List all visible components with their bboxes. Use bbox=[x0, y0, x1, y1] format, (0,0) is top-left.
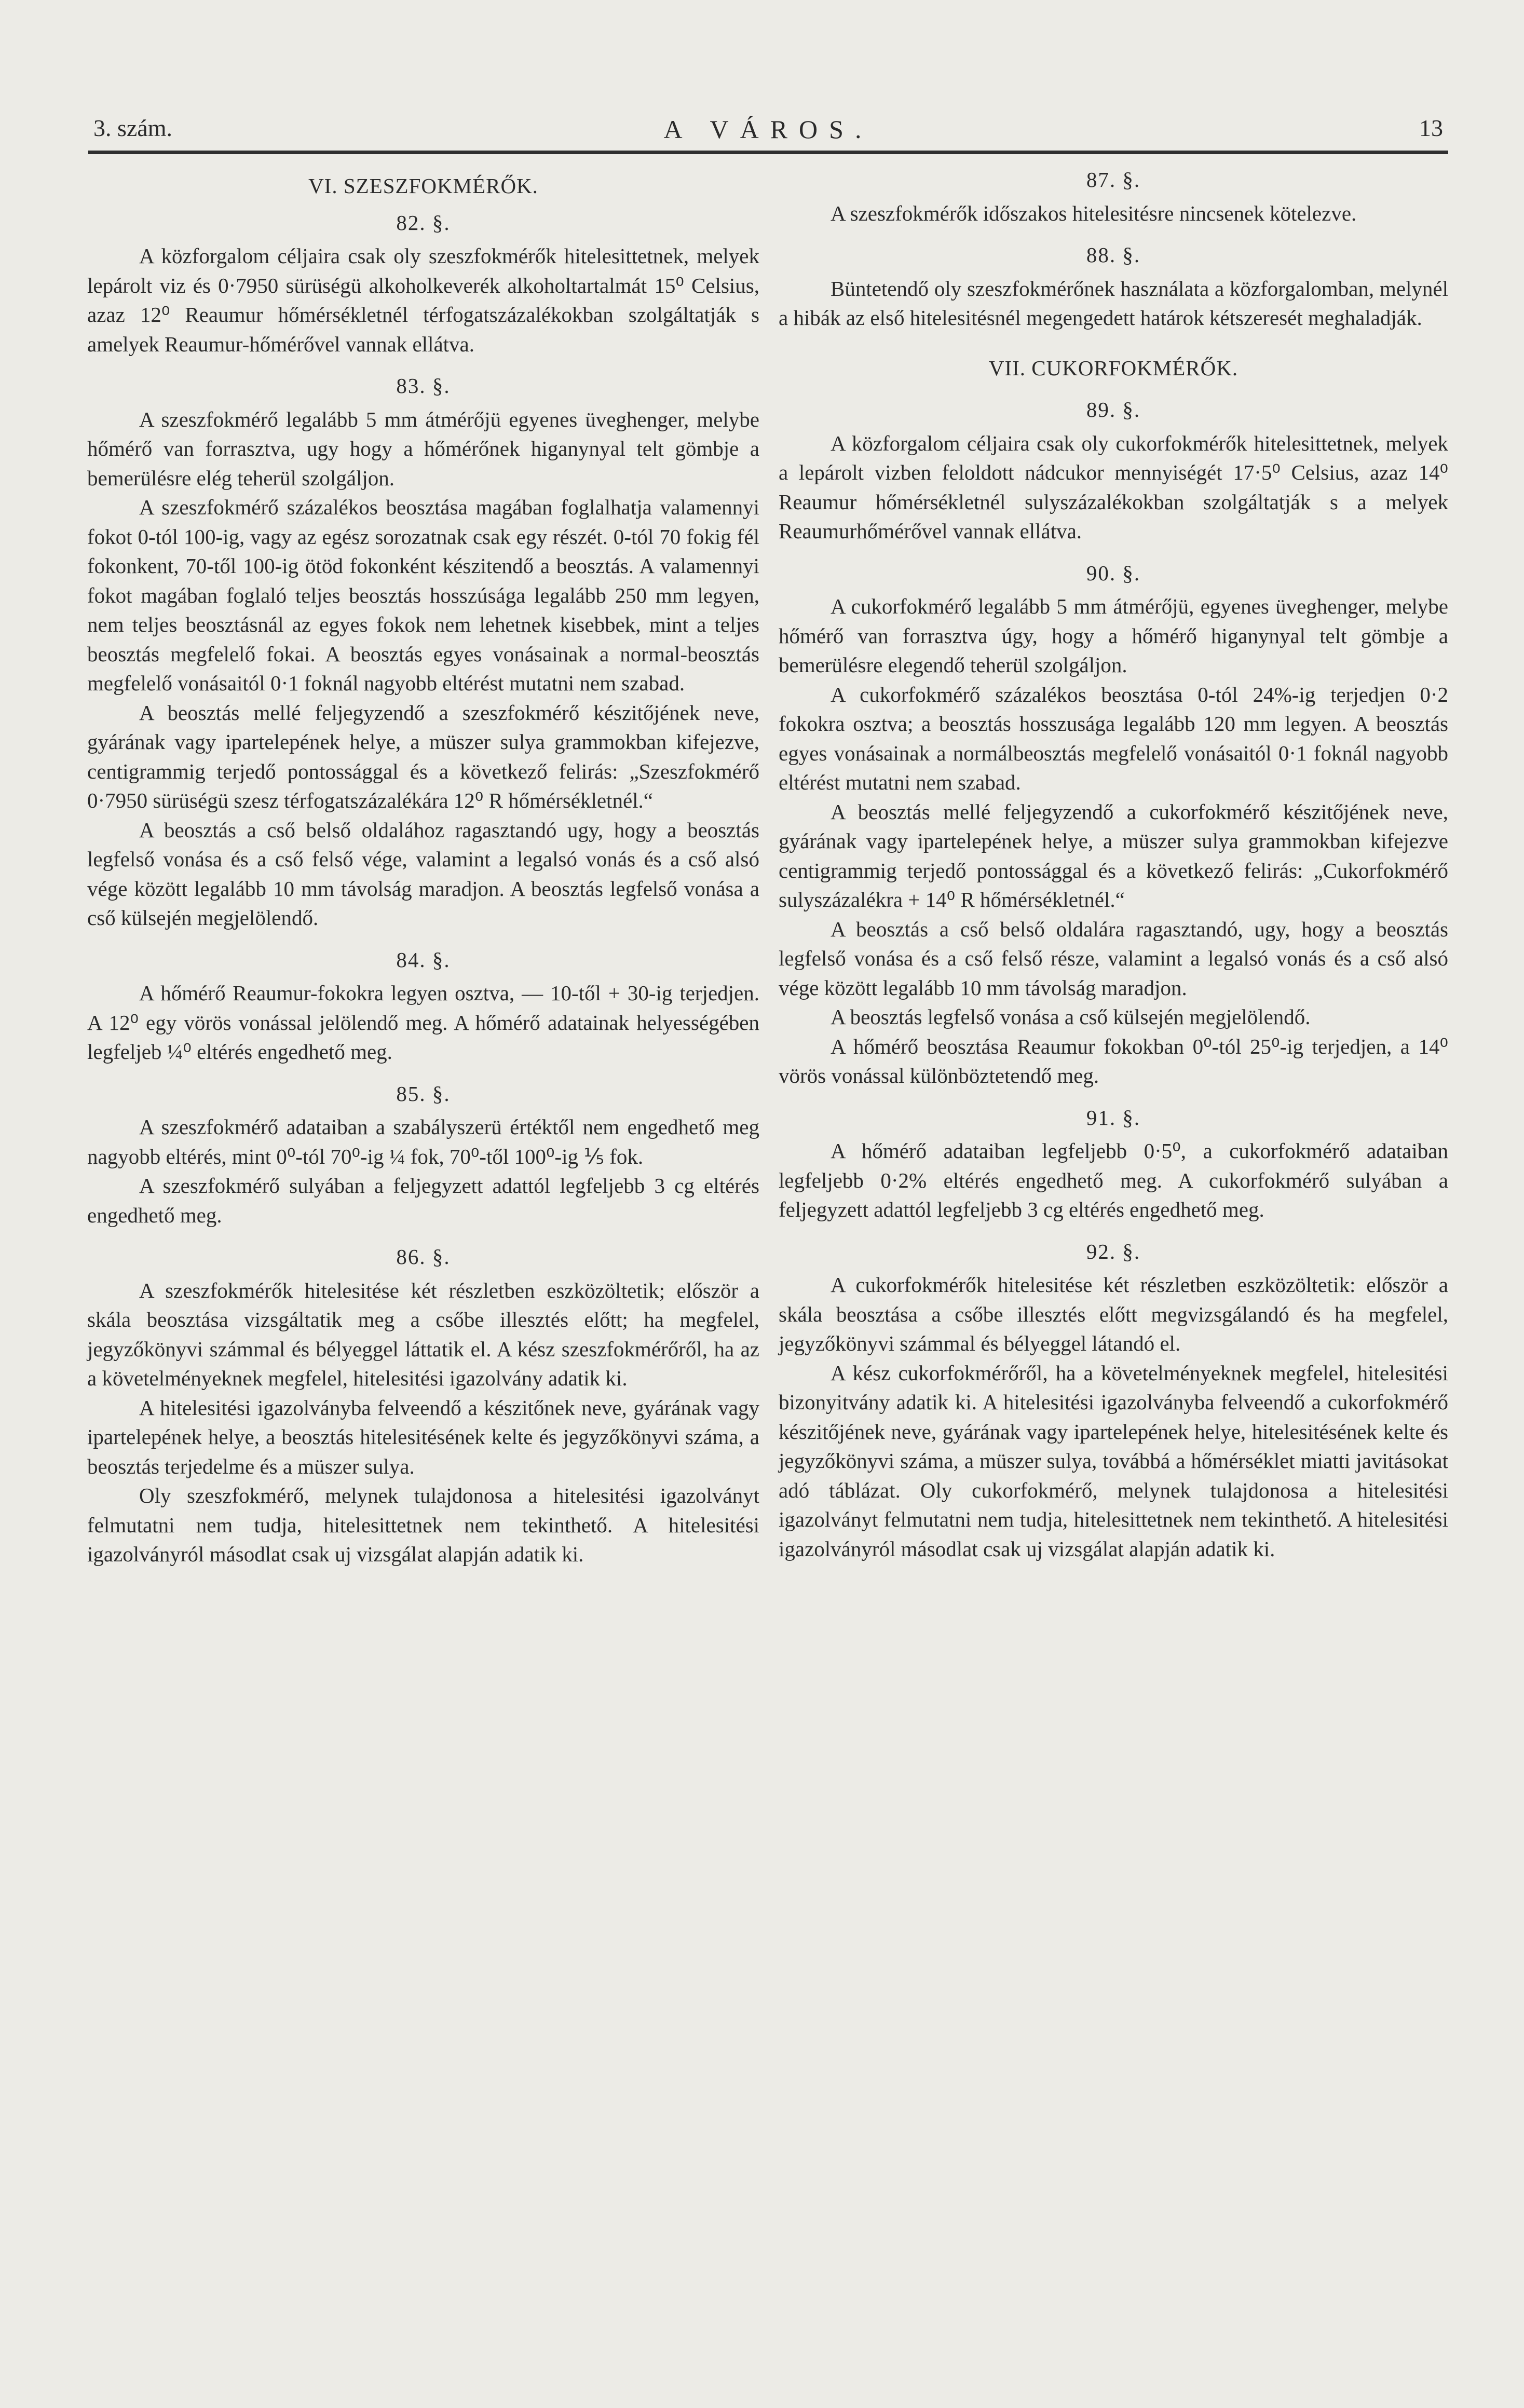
paragraph-87-text: A szeszfokmérők időszakos hitelesitésre nincsenek kötelezve. bbox=[831, 201, 1357, 225]
left-column bbox=[87, 161, 759, 1569]
paragraph-90-text-5: A beosztás legfelső vonása a cső külsején megjelölendő. bbox=[831, 1005, 1311, 1029]
paragraph-86-text-1: A szeszfokmérők hitelesitése két részletben eszközöltetik; először a skála beosztása vizsgáltatik meg a csőbe illesztés előtt; ha megfelel, jegyzőkönyvi számmal és bélyeggel láttatik el. A kész szeszfokmérőről, ha az a követelményeknek megfelel, hitelesitési igazolvány adatik ki. bbox=[87, 1278, 759, 1390]
paragraph-heading-82: 82. §. bbox=[396, 210, 451, 235]
right-column bbox=[779, 161, 1448, 1563]
paragraph-86-text-3: Oly szeszfokmérő, melynek tulajdonosa a hitelesitési igazolványt felmutatni nem tudja, hitelesittetnek nem tekinthető. A hitelesitési igazolványról másodlat csak uj vizsgálat alapján adatik ki. bbox=[87, 1484, 759, 1566]
section-title-cukorfokmerok: VII. CUKORFOKMÉRŐK. bbox=[988, 356, 1239, 380]
section-title-szeszfokmerok: VI. SZESZFOKMÉRŐK. bbox=[308, 174, 538, 198]
paragraph-82-text: A közforgalom céljaira csak oly szeszfokmérők hitelesittetnek, melyek lepárolt viz és 0·7950 sürüségü alkoholkeverék alkoholtartalmát 15⁰ Celsius, azaz 12⁰ Reaumur hőmérsékletnél térfogatszázalékokban szolgáltatják s amelyek Reaumur-hőmérővel vannak ellátva. bbox=[87, 244, 759, 356]
paragraph-85-text-2: A szeszfokmérő sulyában a feljegyzett adattól legfeljebb 3 cg eltérés engedhető meg. bbox=[87, 1174, 759, 1227]
paragraph-heading-87: 87. §. bbox=[1086, 168, 1141, 192]
paragraph-83-text-1: A szeszfokmérő legalább 5 mm átmérőjü egyenes üveghenger, melybe hőmérő van forrasztva, ugy hogy a hőmérőnek higanynyal telt gömbje a bemerülésre elég teherül szolgáljon. bbox=[87, 407, 759, 490]
paragraph-90-text-3: A beosztás mellé feljegyzendő a cukorfokmérő készitőjének neve, gyárának vagy ipartelepének helye, a müszer sulya grammokban kifejezve centigrammig terjedő pontossággal és a következő felirás: „Cukorfokmérő sulyszázalékra + 14⁰ R hőmérsékletnél.“ bbox=[779, 799, 1448, 911]
publication-title: A VÁROS. bbox=[663, 115, 873, 144]
paragraph-84-text: A hőmérő Reaumur-fokokra legyen osztva, — 10-től + 30-ig terjedjen. A 12⁰ egy vörös vonással jelölendő meg. A hőmérő adatainak helyességében legfeljeb ¼⁰ eltérés engedhető meg. bbox=[87, 981, 759, 1064]
paragraph-heading-85: 85. §. bbox=[396, 1081, 451, 1106]
paragraph-86-text-2: A hitelesitési igazolványba felveendő a készitőnek neve, gyárának vagy ipartelepének helye, a beosztás hitelesitésének kelte és jegyzőkönyvi száma, a beosztás terjedelme és a müszer sulya. bbox=[87, 1395, 759, 1478]
paragraph-85-text-1: A szeszfokmérő adataiban a szabályszerü értéktől nem engedhető meg nagyobb eltérés, mint 0⁰-tól 70⁰-ig ¼ fok, 70⁰-től 100⁰-ig ⅕ fok. bbox=[87, 1115, 759, 1168]
paragraph-83-text-2: A szeszfokmérő százalékos beosztása magában foglalhatja valamennyi fokot 0-tól 100-ig, vagy az egész sorozatnak csak egy részét. 0-tól 70 fokig fél fokonkent, 70-től 100-ig ötöd fokonként készitendő a beosztás. A valamennyi fokot magában foglaló teljes beosztás hosszúsága legalább 250 mm legyen, nem teljes beosztásnál az egyes fokok nem lehetnek kisebbek, mint a teljes beosztás megfelelő fokai. A beosztás egyes vonásainak a normal-beosztás megfelelő vonásaitól 0·1 foknál nagyobb eltérést mutatni nem szabad. bbox=[87, 495, 759, 695]
paragraph-heading-84: 84. §. bbox=[396, 947, 451, 972]
paragraph-89-text: A közforgalom céljaira csak oly cukorfokmérők hitelesittetnek, melyek a lepárolt vizben feloldott nádcukor mennyiségét 17·5⁰ Celsius, azaz 14⁰ Reaumur hőmérsékletnél sulyszázalékokban szolgáltatják s a melyek Reaumurhőmérővel vannak ellátva. bbox=[779, 431, 1448, 543]
issue-number: 3. szám. bbox=[93, 115, 173, 141]
paragraph-heading-86: 86. §. bbox=[396, 1245, 451, 1269]
page-header bbox=[88, 104, 1448, 154]
paragraph-83-text-4: A beosztás a cső belső oldalához ragasztandó ugy, hogy a beosztás legfelső vonása és a cső felső vége, valamint a legalsó vonás és a cső alsó vége között legalább 10 mm távolság maradjon. A beosztás legfelső vonása a cső külsején megjelölendő. bbox=[87, 818, 759, 930]
paragraph-90-text-4: A beosztás a cső belső oldalára ragasztandó, ugy, hogy a beosztás legfelső vonása és a cső felső része, valamint a legalsó vonás és a cső alsó vége között legalább 10 mm távolság maradjon. bbox=[779, 917, 1448, 1000]
paragraph-92-text-1: A cukorfokmérők hitelesitése két részletben eszközöltetik: először a skála beosztása a csőbe illesztés előtt megvizsgálandó és ha megfelel, jegyzőkönyvi számmal és bélyeggel látandó el. bbox=[779, 1273, 1448, 1355]
paragraph-92-text-2: A kész cukorfokmérőről, ha a követelményeknek megfelel, hitelesitési bizonyitvány adatik ki. A hitelesitési igazolványba felveendő a cukorfokmérő készitőjének neve, gyárának vagy ipartelepének helye, hitelesitésének kelte és jegyzőkönyvi száma, a müszer sulya, továbbá a hőmérséklet miatti javitásokat adó táblázat. Oly cukorfokmérő, melynek tulajdonosa a hitelesitési igazolványt felmutatni nem tudja, hitelesittetnek nem tekinthető. A hitelesitési igazolványról másodlat csak uj vizsgálat alapján adatik ki. bbox=[779, 1361, 1448, 1561]
paragraph-heading-88: 88. §. bbox=[1086, 243, 1141, 267]
paragraph-90-text-6: A hőmérő beosztása Reaumur fokokban 0⁰-tól 25⁰-ig terjedjen, a 14⁰ vörös vonással különböztetendő meg. bbox=[779, 1034, 1448, 1087]
paragraph-heading-90: 90. §. bbox=[1086, 561, 1141, 585]
paragraph-91-text: A hőmérő adataiban legfeljebb 0·5⁰, a cukorfokmérő adataiban legfeljebb 0·2% eltérés engedhető meg. A cukorfokmérő sulyában a feljegyzett adattól legfeljebb 3 cg eltérés engedhető meg. bbox=[779, 1139, 1448, 1221]
paragraph-90-text-1: A cukorfokmérő legalább 5 mm átmérőjü, egyenes üveghenger, melybe hőmérő van forrasztva úgy, hogy a hőmérő higanynyal telt gömbje a bemerülésre elegendő teherül szolgáljon. bbox=[779, 594, 1448, 677]
paragraph-heading-83: 83. §. bbox=[396, 374, 451, 398]
paragraph-90-text-2: A cukorfokmérő százalékos beosztása 0-tól 24%-ig terjedjen 0·2 fokokra osztva; a beosztás hosszusága legalább 120 mm legyen. A beosztás egyes vonásainak a normálbeosztás megfelelő vonásaitól 0·1 foknál nagyobb eltérést mutatni nem szabad. bbox=[779, 682, 1448, 794]
paragraph-heading-92: 92. §. bbox=[1086, 1239, 1141, 1263]
paragraph-83-text-3: A beosztás mellé feljegyzendő a szeszfokmérő készitőjének neve, gyárának vagy ipartelepének helye, a müszer sulya grammokban kifejezve, centigrammig terjedő pontossággal és a következő felirás: „Szeszfokmérő 0·7950 sürüségü szesz térfogatszázalékára 12⁰ R hőmérsékletnél.“ bbox=[87, 700, 759, 812]
paragraph-heading-89: 89. §. bbox=[1086, 398, 1141, 421]
paragraph-heading-91: 91. §. bbox=[1086, 1105, 1141, 1130]
page-number: 13 bbox=[1419, 115, 1443, 141]
paragraph-88-text: Büntetendő oly szeszfokmérőnek használata a közforgalomban, melynél a hibák az első hitelesitésnél megengedett határok kétszeresét meghaladják. bbox=[779, 276, 1448, 330]
